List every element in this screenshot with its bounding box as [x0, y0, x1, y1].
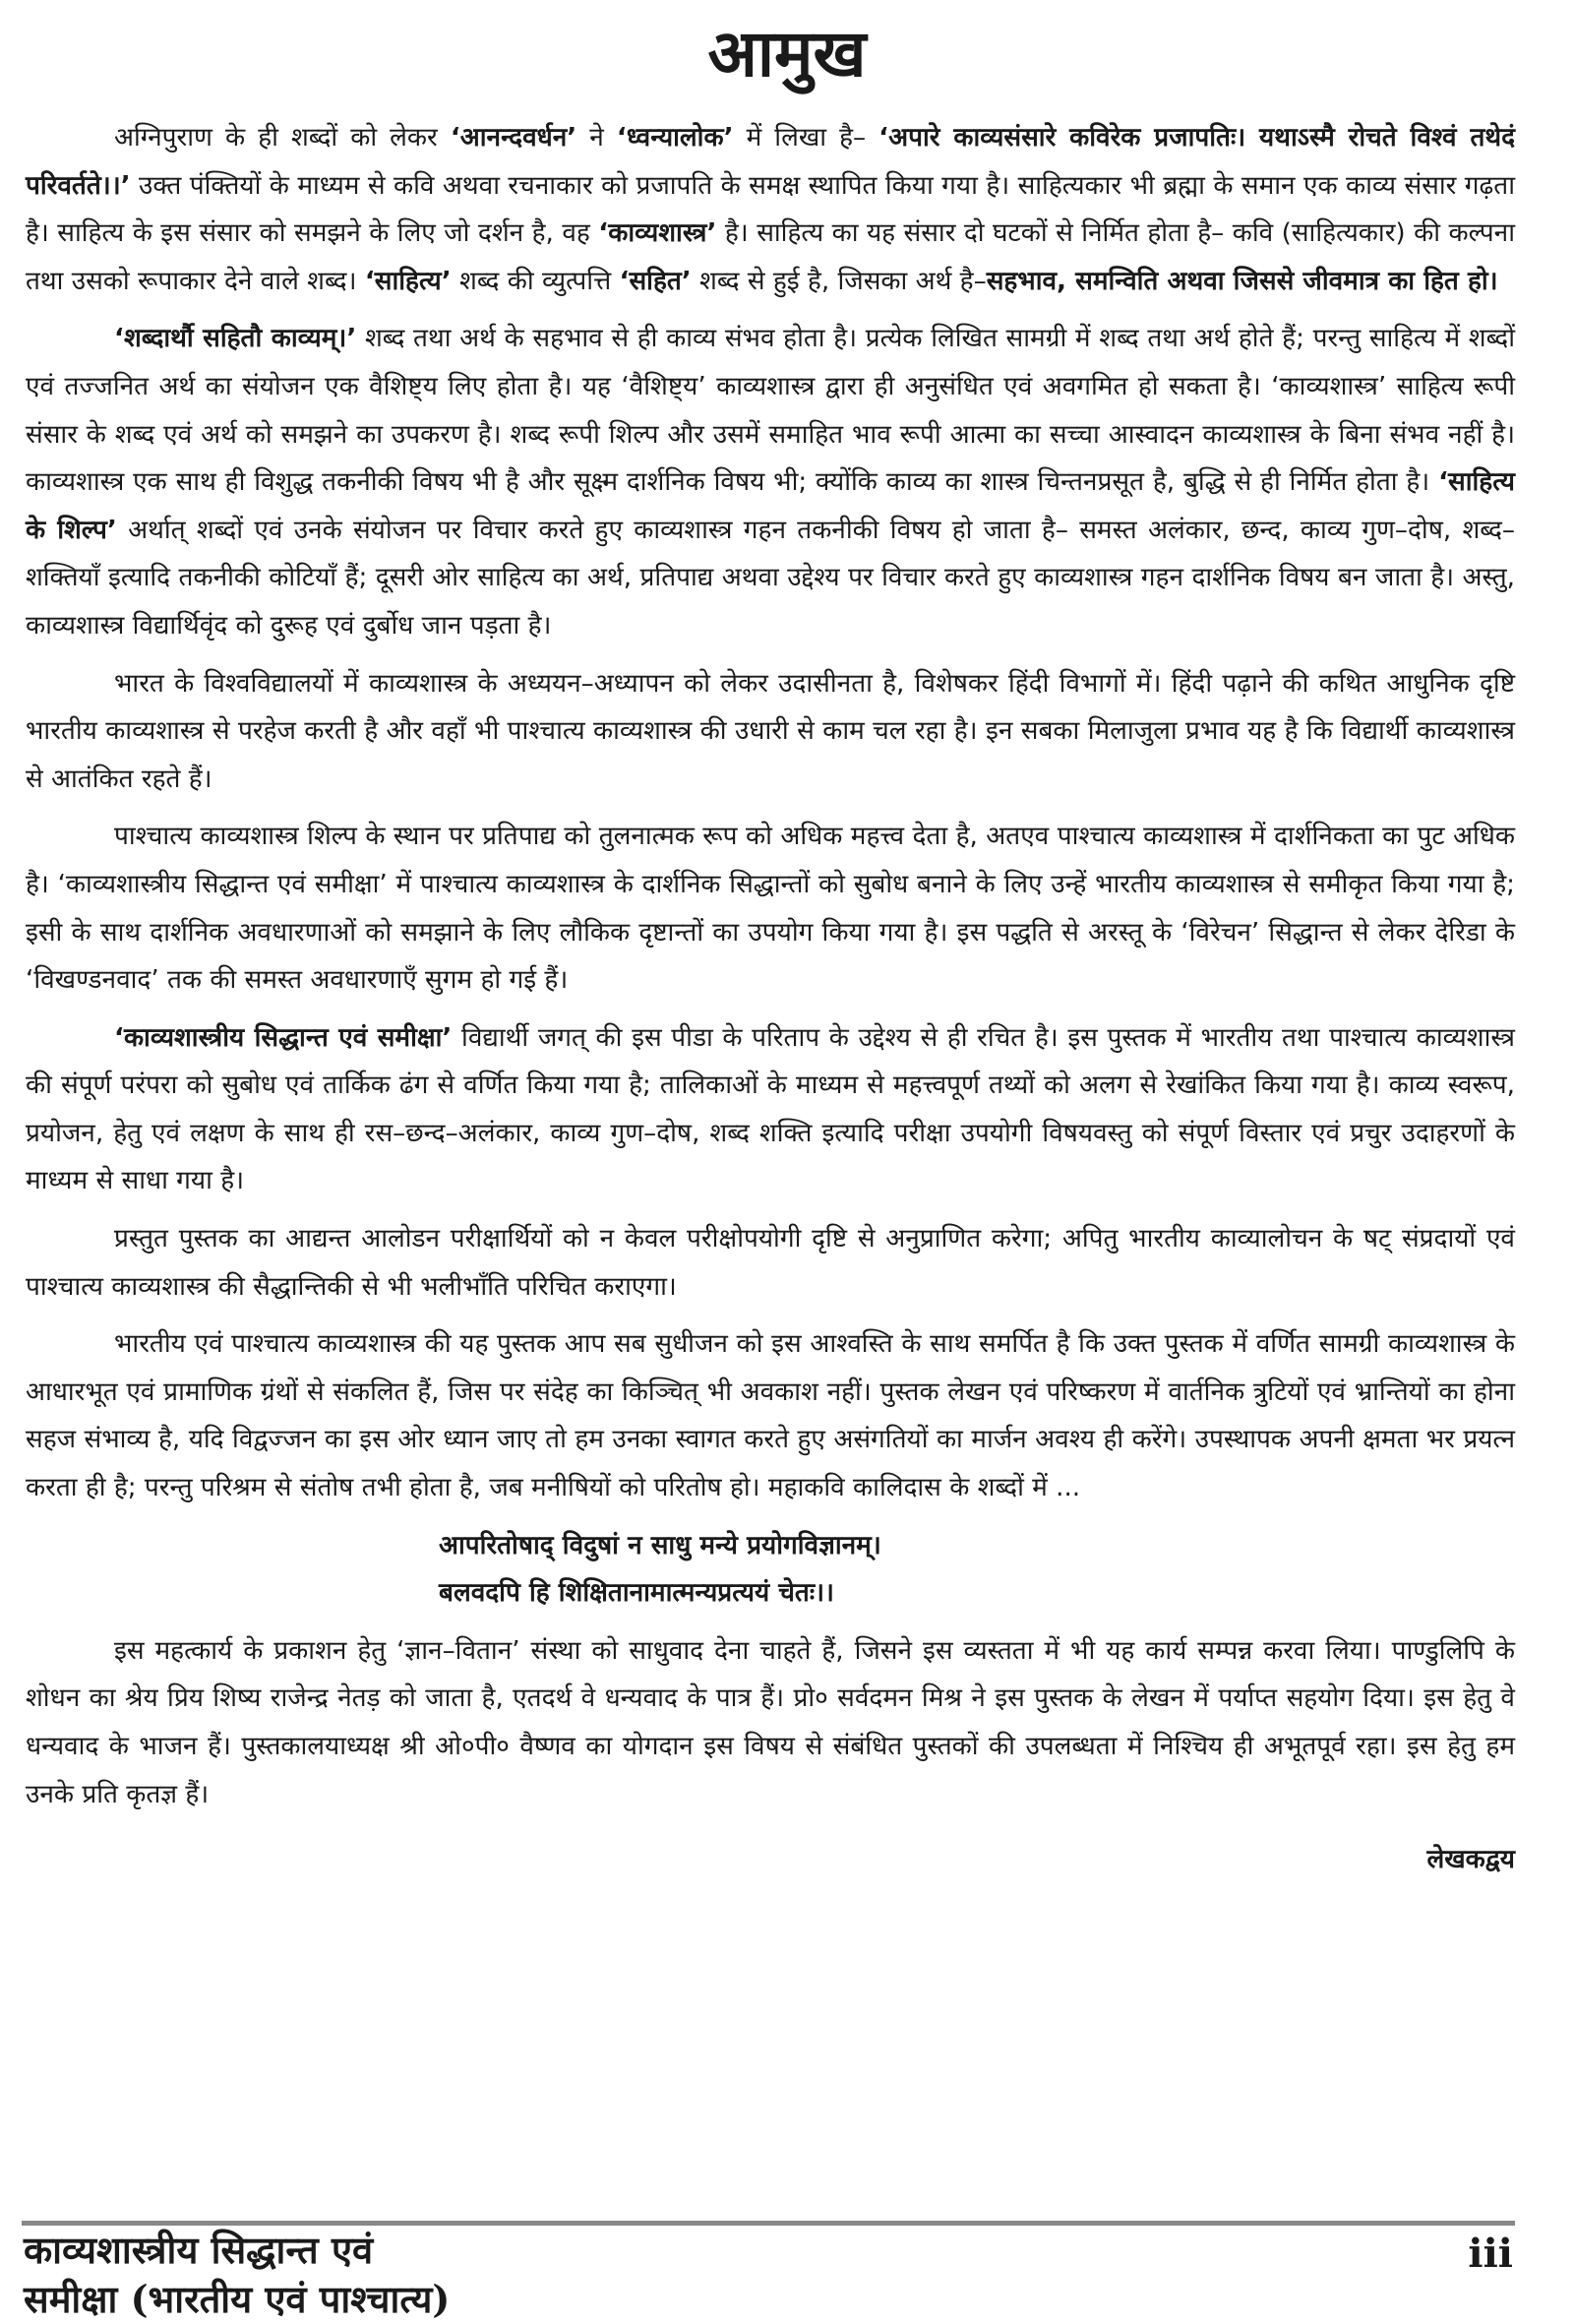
bold-phrase: ‘शब्दार्थौ सहितौ काव्यम्।’ — [114, 324, 357, 354]
bold-phrase: ‘सहित’ — [619, 266, 692, 296]
text-run: प्रस्तुत पुस्तक का आद्यन्त आलोडन परीक्षार्थियों को न केवल परीक्षोपयोगी दृष्टि से अनुप्राणित करेगा; अपितु भारतीय काव्यालोचन के षट् संप्रदायों एवं पाश्चात्य काव्यशास्त्र की सैद्धान्तिकी से भी भलीभाँति परिचित कराएगा। — [26, 1224, 1515, 1302]
signature: लेखकद्वय — [1426, 1845, 1515, 1875]
paragraph-1 — [26, 114, 1515, 305]
text-run: पाश्चात्य काव्यशास्त्र शिल्प के स्थान पर प्रतिपाद्य को तुलनात्मक रूप को अधिक महत्त्व देता है, अतएव पाश्चात्य काव्यशास्त्र में दार्शनिकता का पुट अधिक है। ‘काव्यशास्त्रीय सिद्धान्त एवं समीक्षा’ में पाश्चात्य काव्यशास्त्र के दार्शनिक सिद्धान्तों को सुबोध बनाने के लिए उन्हें भारतीय काव्यशास्त्र से समीकृत किया गया है; इसी के साथ दार्शनिक अवधारणाओं को समझाने के लिए लौकिक दृष्टान्तों का उपयोग किया गया है। इस पद्धति से अरस्तू के ‘विरेचन’ सिद्धान्त से लेकर देरिडा के ‘विखण्डनवाद’ तक की समस्त अवधारणाएँ सुगम हो गई हैं। — [26, 822, 1516, 996]
paragraph-6 — [26, 1215, 1515, 1311]
bold-phrase: ‘काव्यशास्त्र’ — [598, 218, 717, 249]
text-run: विद्यार्थी जगत् की इस पीडा के परिताप के उद्देश्य से ही रचित है। इस पुस्तक में भारतीय तथा पाश्चात्य काव्यशास्त्र की संपूर्ण परंपरा को सुबोध एवं तार्किक ढंग से वर्णित किया गया है; तालिकाओं के माध्यम से महत्त्वपूर्ण तथ्यों को अलग से रेखांकित किया गया है। काव्य स्वरूप, प्रयोजन, हेतु एवं लक्षण के साथ ही रस–छन्द–अलंकार, काव्य गुण–दोष, शब्द शक्ति इत्यादि परीक्षा उपयोगी विषयवस्तु को संपूर्ण विस्तार एवं प्रचुर उदाहरणों के माध्यम से साधा गया है। — [26, 1022, 1516, 1196]
verse-line-1: आपरितोषाद् विदुषां न साधु मन्ये प्रयोगविज्ञानम्। — [439, 1530, 881, 1560]
page-number: iii — [1468, 2231, 1513, 2277]
text-run: भारत के विश्वविद्यालयों में काव्यशास्त्र के अध्ययन–अध्यापन को लेकर उदासीनता है, विशेषकर हिंदी विभागों में। हिंदी पढ़ाने की कथित आधुनिक दृष्टि भारतीय काव्यशास्त्र से परहेज करती है और वहाँ भी पाश्चात्य काव्यशास्त्र की उधारी से काम चल रहा है। इन सबका मिलाजुला प्रभाव यह है कि विद्यार्थी काव्यशास्त्र से आतंकित रहते हैं। — [26, 668, 1515, 794]
paragraph-4 — [26, 813, 1515, 1004]
preface-body — [26, 114, 1515, 1884]
paragraph-2 — [26, 315, 1515, 649]
preface-paragraphs — [26, 114, 1515, 1512]
bold-phrase: ‘आनन्दवर्धन’ — [450, 123, 577, 153]
text-run: अर्थात् शब्दों एवं उनके संयोजन पर विचार करते हुए काव्यशास्त्र गहन तकनीकी विषय हो जाता है– समस्त अलंकार, छन्द, काव्य गुण–दोष, शब्द–शक्तियाँ इत्यादि तकनीकी कोटियाँ हैं; दूसरी ओर साहित्य का अर्थ, प्रतिपाद्य अथवा उद्देश्य पर विचार करते हुए काव्यशास्त्र गहन दार्शनिक विषय बन जाता है। अस्तु, काव्यशास्त्र विद्यार्थिवृंद को दुरूह एवं दुर्बोध जान पड़ता है। — [26, 515, 1515, 641]
text-run: अग्निपुराण के ही शब्दों को लेकर — [114, 123, 451, 153]
paragraph-7 — [26, 1320, 1515, 1511]
closing-paragraph: इस महत्कार्य के प्रकाशन हेतु ‘ज्ञान–वितान’ संस्था को साधुवाद देना चाहते हैं, जिसने इस व्यस्तता में भी यह कार्य सम्पन्न करवा लिया। पाण्डुलिपि के शोधन का श्रेय प्रिय शिष्य राजेन्द्र नेतड़ को जाता है, एतदर्थ वे धन्यवाद के पात्र हैं। प्रो० सर्वदमन मिश्र ने इस पुस्तक के लेखन में पर्याप्त सहयोग दिया। इस हेतु वे धन्यवाद के भाजन हैं। पुस्तकालयाध्यक्ष श्री ओ०पी० वैष्णव का योगदान इस विषय से संबंधित पुस्तकों की उपलब्धता में निश्चिय ही अभूतपूर्व रहा। इस हेतु हम उनके प्रति कृतज्ञ हैं। — [26, 1635, 1515, 1809]
text-run: शब्द से हुई है, जिसका अर्थ है– — [691, 266, 987, 296]
bold-phrase: ‘साहित्य के शिल्प’ — [26, 467, 1515, 545]
bold-phrase: ‘ध्वन्यालोक’ — [616, 123, 734, 153]
text-run: ने — [576, 123, 617, 153]
footer-book-title-line-1: काव्यशास्त्रीय सिद्धान्त एवं — [24, 2228, 374, 2272]
page-title: आमुख — [707, 16, 867, 92]
text-run: शब्द तथा अर्थ के सहभाव से ही काव्य संभव होता है। प्रत्येक लिखित सामग्री में शब्द तथा अर्थ होते हैं; परन्तु साहित्य में शब्दों एवं तज्जनित अर्थ का संयोजन एक वैशिष्ट्य लिए होता है। यह ‘वैशिष्ट्य’ काव्यशास्त्र द्वारा ही अनुसंधित एवं अवगमित हो सकता है। ‘काव्यशास्त्र’ साहित्य रूपी संसार के शब्द एवं अर्थ को समझने का उपकरण है। शब्द रूपी शिल्प और उसमें समाहित भाव रूपी आत्मा का सच्चा आस्वादन काव्यशास्त्र के बिना संभव नहीं है। काव्यशास्त्र एक साथ ही विशुद्ध तकनीकी विषय भी है और सूक्ष्म दार्शनिक विषय भी; क्योंकि काव्य का शास्त्र चिन्तनप्रसूत है, बुद्धि से ही निर्मित होता है। — [26, 324, 1515, 498]
text-run: उक्त पंक्तियों के माध्यम से कवि अथवा रचनाकार को प्रजापति के समक्ष स्थापित किया गया है। साहित्यकार भी ब्रह्मा के समान एक काव्य संसार गढ़ता है। साहित्य के इस संसार को समझने के लिए जो दर्शन है, वह — [26, 170, 1515, 249]
bold-phrase: ‘काव्यशास्त्रीय सिद्धान्त एवं समीक्षा’ — [114, 1022, 453, 1053]
bold-phrase: ‘अपारे काव्यसंसारे कविरेक प्रजापतिः। यथाऽस्मै रोचते विश्वं तथेदं परिवर्तते।।’ — [26, 123, 1516, 201]
footer-book-title-line-2: समीक्षा (भारतीय एवं पाश्चात्य) — [24, 2277, 451, 2321]
text-run: है। साहित्य का यह संसार दो घटकों से निर्मित होता है– कवि (साहित्यकार) की कल्पना तथा उसको रूपाकार देने वाले शब्द। — [26, 218, 1515, 296]
quoted-verse — [26, 1522, 1515, 1618]
text-run: में लिखा है– — [733, 123, 879, 153]
paragraph-5 — [26, 1014, 1515, 1205]
text-run: भारतीय एवं पाश्चात्य काव्यशास्त्र की यह पुस्तक आप सब सुधीजन को इस आश्वस्ति के साथ समर्पित है कि उक्त पुस्तक में वर्णित सामग्री काव्यशास्त्र के आधारभूत एवं प्रामाणिक ग्रंथों से संकलित हैं, जिस पर संदेह का किञ्चित् भी अवकाश नहीं। पुस्तक लेखन एवं परिष्करण में वार्तनिक त्रुटियों एवं भ्रान्तियों का होना सहज संभाव्य है, यदि विद्वज्जन का इस ओर ध्यान जाए तो हम उनका स्वागत करते हुए असंगतियों का मार्जन अवश्य ही करेंगे। उपस्थापक अपनी क्षमता भर प्रयत्न करता ही है; परन्तु परिश्रम से संतोष तभी होता है, जब मनीषियों को परितोष हो। महाकवि कालिदास के शब्दों में ... — [26, 1329, 1515, 1503]
bold-phrase: सहभाव, समन्विति अथवा जिससे जीवमात्र का हित हो। — [986, 266, 1498, 296]
bold-phrase: ‘साहित्य’ — [364, 266, 452, 296]
verse-line-2: बलवदपि हि शिक्षितानामात्मन्यप्रत्ययं चेतः।। — [439, 1578, 834, 1609]
paragraph-3 — [26, 660, 1515, 804]
footer-book-title — [24, 2226, 1007, 2324]
text-run: शब्द की व्युत्पत्ति — [451, 266, 620, 296]
